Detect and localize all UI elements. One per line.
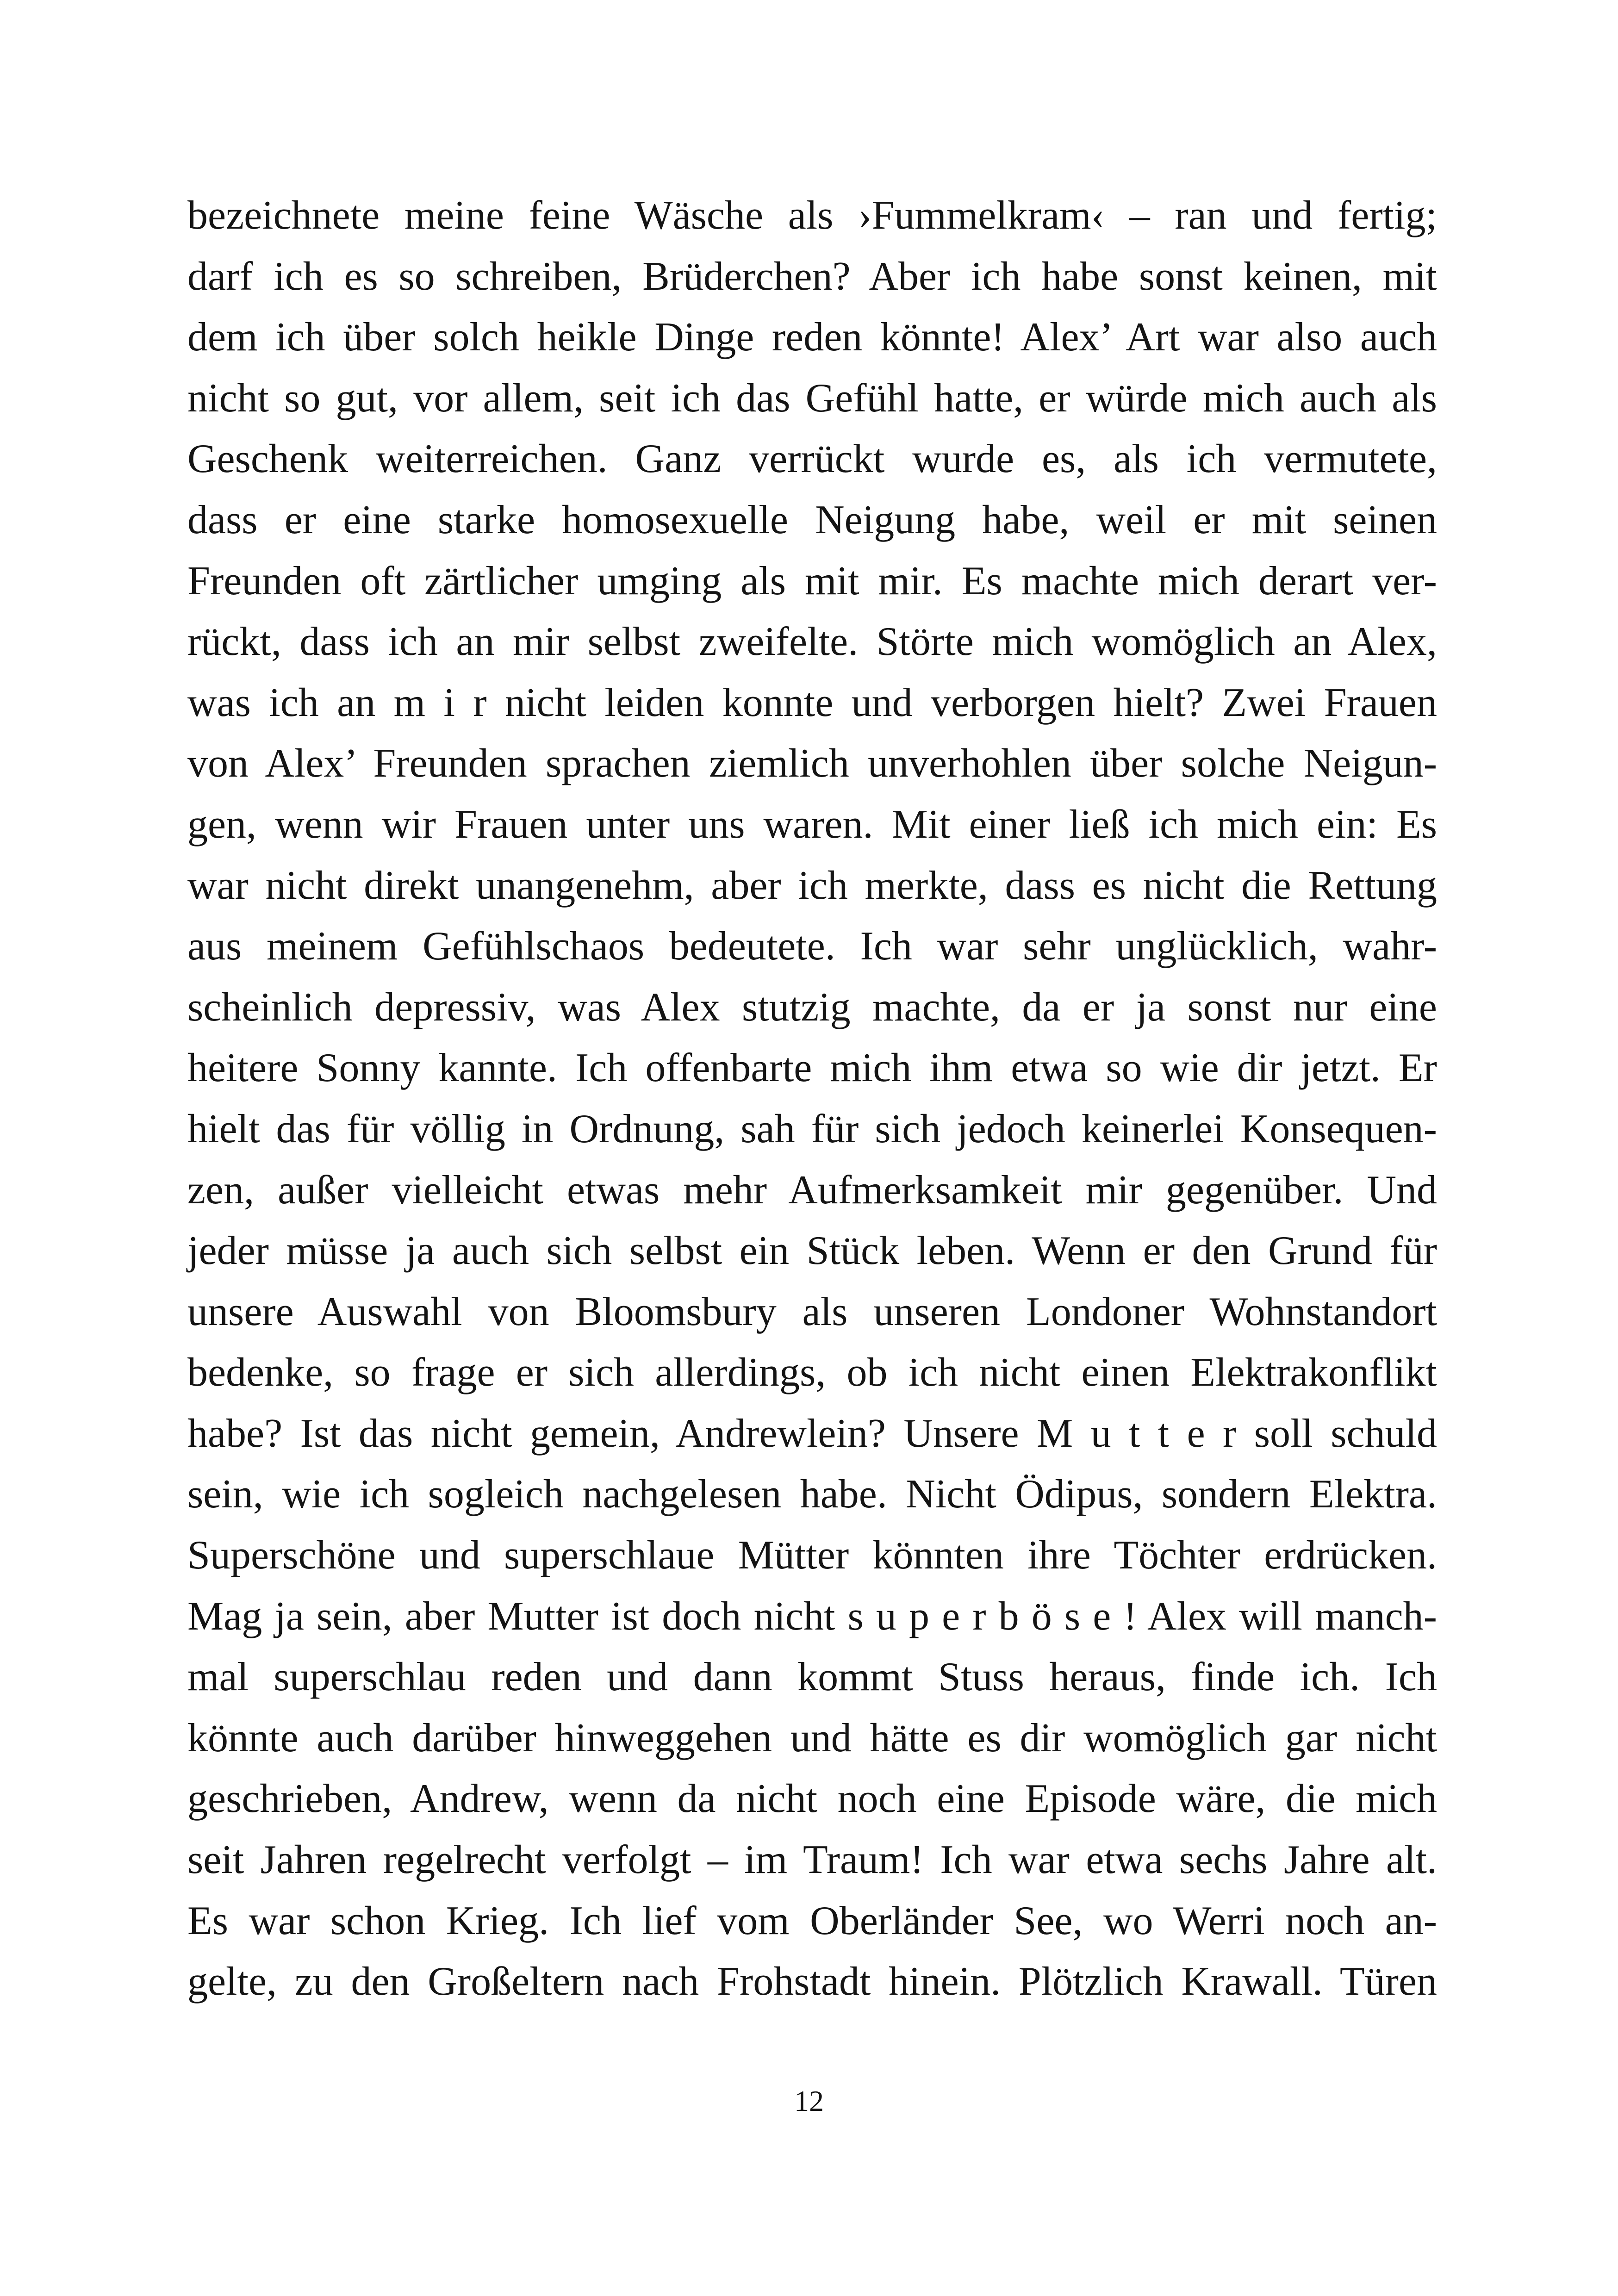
body-text — [187, 185, 1437, 2012]
text-line: gen, wenn wir Frauen unter uns waren. Mit einer ließ ich mich ein: Es — [187, 802, 1437, 847]
text-line: mal superschlau reden und dann kommt Stuss heraus, finde ich. Ich — [187, 1655, 1437, 1700]
text-line: was ich an m i r nicht leiden konnte und verborgen hielt? Zwei Frauen — [187, 680, 1437, 725]
text-line: habe? Ist das nicht gemein, Andrewlein? Unsere M u t t e r soll schuld — [187, 1411, 1437, 1456]
text-line: bedenke, so frage er sich allerdings, ob ich nicht einen Elektrakonflikt — [187, 1350, 1437, 1395]
text-line: von Alex’ Freunden sprachen ziemlich unverhohlen über solche Neigun- — [187, 741, 1437, 786]
text-line: gelte, zu den Großeltern nach Frohstadt hinein. Plötzlich Krawall. Türen — [187, 1959, 1437, 2004]
text-line: seit Jahren regelrecht verfolgt – im Traum! Ich war etwa sechs Jahre alt. — [187, 1837, 1437, 1883]
page-number: 12 — [794, 2084, 824, 2117]
text-line: dass er eine starke homosexuelle Neigung habe, weil er mit seinen — [187, 497, 1437, 542]
text-line: Superschöne und superschlaue Mütter könnten ihre Töchter erdrücken. — [187, 1533, 1437, 1578]
text-line: bezeichnete meine feine Wäsche als ›Fummelkram‹ – ran und fertig; — [187, 193, 1437, 238]
text-line: darf ich es so schreiben, Brüderchen? Aber ich habe sonst keinen, mit — [187, 254, 1437, 299]
text-line: scheinlich depressiv, was Alex stutzig machte, da er ja sonst nur eine — [187, 984, 1437, 1030]
text-line: aus meinem Gefühlschaos bedeutete. Ich war sehr unglücklich, wahr- — [187, 924, 1437, 969]
text-line: heitere Sonny kannte. Ich offenbarte mich ihm etwa so wie dir jetzt. Er — [187, 1045, 1437, 1091]
text-line: dem ich über solch heikle Dinge reden könnte! Alex’ Art war also auch — [187, 315, 1437, 360]
text-line: hielt das für völlig in Ordnung, sah für sich jedoch keinerlei Konsequen- — [187, 1106, 1437, 1151]
text-line: nicht so gut, vor allem, seit ich das Gefühl hatte, er würde mich auch als — [187, 375, 1437, 421]
text-line: Es war schon Krieg. Ich lief vom Oberländer See, wo Werri noch an- — [187, 1898, 1437, 1943]
text-line: geschrieben, Andrew, wenn da nicht noch eine Episode wäre, die mich — [187, 1776, 1437, 1822]
text-line: Freunden oft zärtlicher umging als mit mir. Es machte mich derart ver- — [187, 558, 1437, 604]
text-line: zen, außer vielleicht etwas mehr Aufmerksamkeit mir gegenüber. Und — [187, 1167, 1437, 1213]
text-line: rückt, dass ich an mir selbst zweifelte. Störte mich womöglich an Alex, — [187, 619, 1437, 665]
text-line: Geschenk weiterreichen. Ganz verrückt wurde es, als ich vermutete, — [187, 436, 1437, 482]
text-line: war nicht direkt unangenehm, aber ich merkte, dass es nicht die Rettung — [187, 863, 1437, 908]
text-line: sein, wie ich sogleich nachgelesen habe. Nicht Ödipus, sondern Elektra. — [187, 1472, 1437, 1517]
text-line: unsere Auswahl von Bloomsbury als unseren Londoner Wohnstandort — [187, 1289, 1437, 1334]
text-line: jeder müsse ja auch sich selbst ein Stück leben. Wenn er den Grund für — [187, 1228, 1437, 1274]
text-line: könnte auch darüber hinweggehen und hätte es dir womöglich gar nicht — [187, 1715, 1437, 1761]
text-line: Mag ja sein, aber Mutter ist doch nicht s u p e r b ö s e ! Alex will manch- — [187, 1593, 1437, 1639]
